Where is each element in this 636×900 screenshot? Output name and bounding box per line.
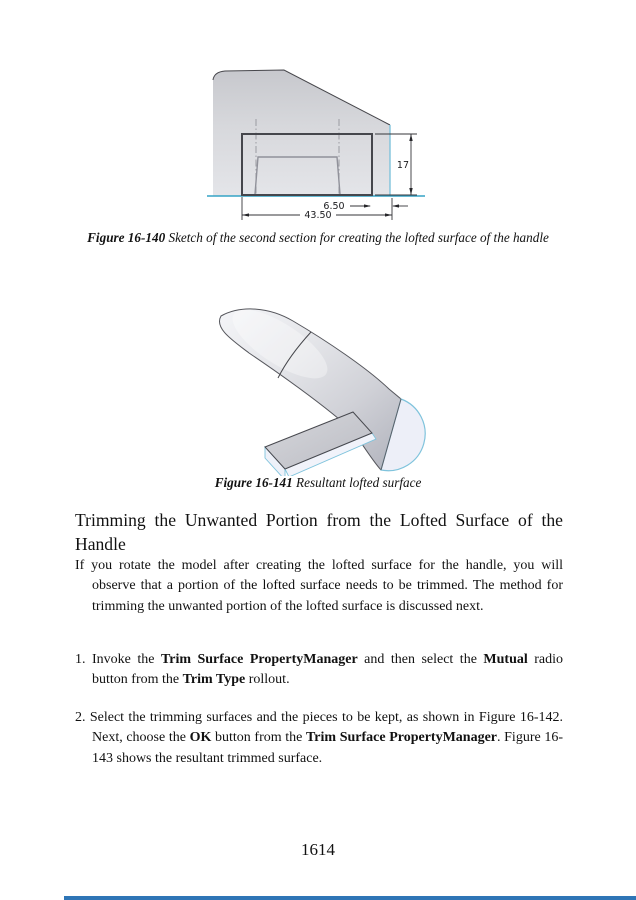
model-canvas <box>185 296 457 476</box>
figure-141-model-image <box>185 296 457 476</box>
sketch-canvas <box>183 56 455 228</box>
step-1-number: 1. <box>75 652 86 667</box>
dimension-43-50 <box>242 197 392 221</box>
page-number: 1614 <box>301 840 335 859</box>
section-heading: Trimming the Unwanted Portion from the Lofted Surface of the Handle <box>75 510 563 554</box>
step-1-text: Invoke the Trim Surface PropertyManager and then select the Mutual radio button from the Trim Type rollout. <box>85 652 564 688</box>
step-2-number: 2. <box>75 710 86 725</box>
figure-141-caption <box>0 474 636 492</box>
dim-offset-value: 6.50 <box>323 201 345 212</box>
footer-accent-bar <box>64 896 636 900</box>
figure-140-sketch-image <box>183 56 455 228</box>
step-item-1 <box>75 650 563 691</box>
figure-140-caption <box>0 229 636 247</box>
step-item-2 <box>75 708 563 769</box>
dim-height-value: 17 <box>396 160 409 171</box>
dimension-6-50 <box>323 198 408 220</box>
figure-141-caption-text: Figure 16-141 Resultant lofted surface <box>214 475 422 490</box>
step-2-text: Select the trimming surfaces and the pieces to be kept, as shown in Figure 16-142. Next, choose the OK button from the Trim Surface PropertyManager. Figure 16-143 shows the resultant trimmed surface. <box>85 710 563 766</box>
dim-width-value: 43.50 <box>304 210 332 221</box>
intro-paragraph: If you rotate the model after creating the lofted surface for the handle, you will observe that a portion of the lofted surface needs to be trimmed. The method for trimming the unwanted portion of the lofted surface is discussed next. <box>75 558 563 614</box>
figure-140-caption-text: Figure 16-140 Sketch of the second section for creating the lofted surface of the handle <box>87 230 549 245</box>
